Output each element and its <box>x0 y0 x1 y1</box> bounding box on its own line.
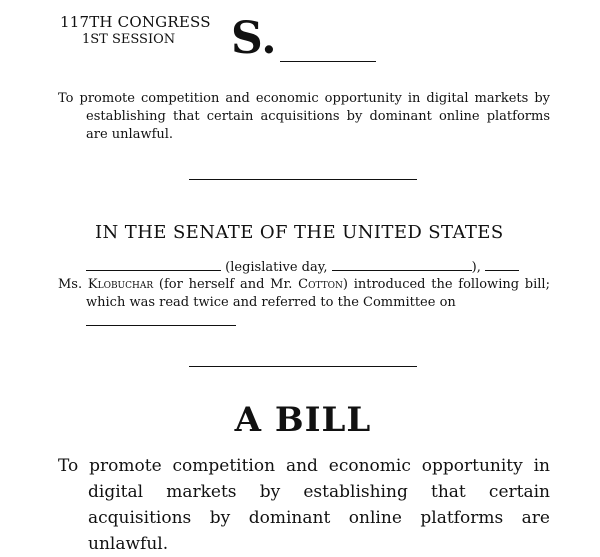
divider-rule-top <box>189 179 417 180</box>
legislative-day-close: ), <box>471 260 481 275</box>
bill-title: A BILL <box>234 400 372 440</box>
long-title: To promote competition and economic opportunity in digital markets by establishing that certain acquisitions by dominant online platforms are unlawful. <box>58 456 550 554</box>
sponsor-name: Klobuchar <box>87 277 154 292</box>
legislative-day-open: (legislative day, <box>225 260 328 275</box>
introduction-statement <box>58 276 550 312</box>
legislative-day-blank <box>332 258 472 271</box>
date-line <box>86 258 519 276</box>
bill-number-blank <box>280 61 376 62</box>
cosponsor-name: Cotton <box>298 277 343 292</box>
year-blank <box>485 258 519 271</box>
cosponsor-prefix: (for herself and Mr. <box>158 277 293 292</box>
divider-rule-bottom <box>189 366 417 367</box>
session-number: 1ST SESSION <box>82 32 176 47</box>
bill-number-prefix: S. <box>231 13 277 64</box>
purpose-statement: To promote competition and economic opportunity in digital markets by establishing that certain acquisitions by dominant online platforms are unlawful. <box>58 91 550 142</box>
chamber-heading: IN THE SENATE OF THE UNITED STATES <box>95 222 504 243</box>
sponsor-prefix: Ms. <box>58 277 83 292</box>
committee-blank <box>86 325 236 326</box>
congress-number: 117TH CONGRESS <box>60 13 211 31</box>
introduction-rest: ) introduced the following bill; which was read twice and referred to the Committee on <box>86 277 550 310</box>
date-blank <box>86 258 221 271</box>
